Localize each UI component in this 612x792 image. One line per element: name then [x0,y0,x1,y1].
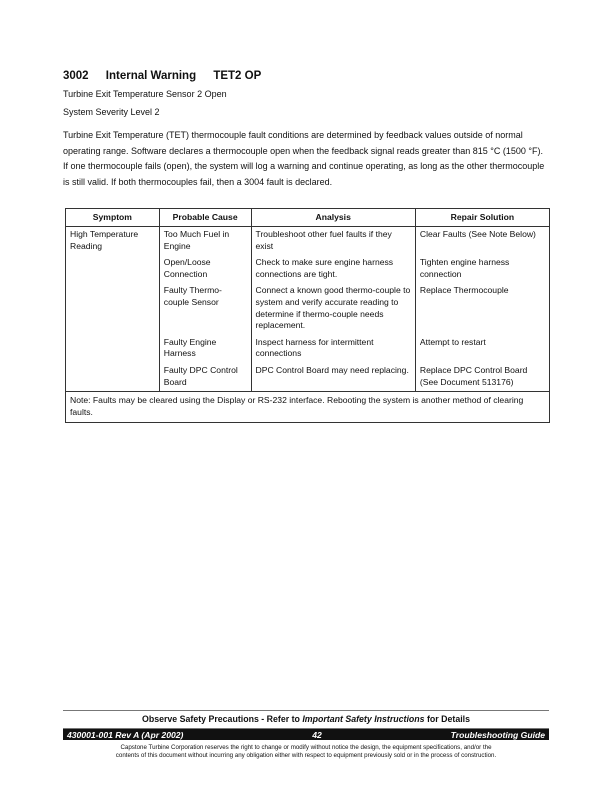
disclaimer-line: Capstone Turbine Corporation reserves the right to change or modify without notice the design, the equipment specifications, and/or the [120,744,492,751]
analysis-cell: Connect a known good thermo-couple to system and verify accurate reading to determine if thermo-couple needs replacement. [251,283,415,334]
disclaimer-line: contents of this document without incurring any obligation either with respect to equipment previously sold or in the process of construction. [115,752,497,759]
note-row [66,392,550,423]
table-header-row [66,209,550,227]
footer-bar [63,728,549,740]
table-note: Note: Faults may be cleared using the Display or RS-232 interface. Rebooting the system is another method of clearing faults. [66,392,550,423]
fault-subtitle: Turbine Exit Temperature Sensor 2 Open [63,89,227,99]
fault-description: Turbine Exit Temperature (TET) thermocouple fault conditions are determined by feedback values outside of normal operating range. Software declares a thermocouple open when the feedback signal reads greater than 815 °C (1500 °F). If one thermocouple fails (open), the system will log a warning and continue operating, as long as the other thermocouple is still valid. If both thermocouples fail, then a 3004 fault is declared. [63,130,545,187]
page-number: 42 [312,729,322,740]
fault-heading [63,70,549,82]
analysis-cell: Check to make sure engine harness connections are tight. [251,255,415,283]
symptom-cell: High Temperature Reading [66,227,160,392]
cause-cell: Open/Loose Connection [159,255,251,283]
cause-cell: Faulty DPC Control Board [159,363,251,392]
disclaimer [63,744,549,760]
safety-suffix: for Details [424,714,471,724]
analysis-cell: Troubleshoot other fuel faults if they exist [251,227,415,256]
safety-prefix: Observe Safety Precautions - Refer to [141,714,303,724]
severity-level: System Severity Level 2 [63,107,160,117]
fault-code: 3002 [63,70,89,82]
safety-notice [63,714,549,724]
footer-divider [63,710,549,711]
header-analysis: Analysis [251,209,415,227]
cause-cell: Too Much Fuel in Engine [159,227,251,256]
header-repair-solution: Repair Solution [415,209,549,227]
header-probable-cause: Probable Cause [159,209,251,227]
repair-cell: Replace Thermocouple [415,283,549,334]
fault-tag: TET2 OP [213,70,262,82]
fault-title: Internal Warning [105,70,197,82]
document-number: 430001-001 Rev A (Apr 2002) [67,729,184,740]
table-row [66,227,550,256]
analysis-cell: Inspect harness for intermittent connections [251,335,415,363]
repair-cell: Attempt to restart [415,335,549,363]
cause-cell: Faulty Engine Harness [159,335,251,363]
analysis-cell: DPC Control Board may need replacing. [251,363,415,392]
guide-name: Troubleshooting Guide [450,729,545,740]
cause-cell: Faulty Thermo-couple Sensor [159,283,251,334]
page-body [63,70,549,423]
header-symptom: Symptom [66,209,160,227]
repair-cell: Replace DPC Control Board (See Document 513176) [415,363,549,392]
repair-cell: Tighten engine harness connection [415,255,549,283]
repair-cell: Clear Faults (See Note Below) [415,227,549,256]
safety-instructions-reference: Important Safety Instructions [302,714,425,724]
troubleshooting-table [65,208,550,423]
